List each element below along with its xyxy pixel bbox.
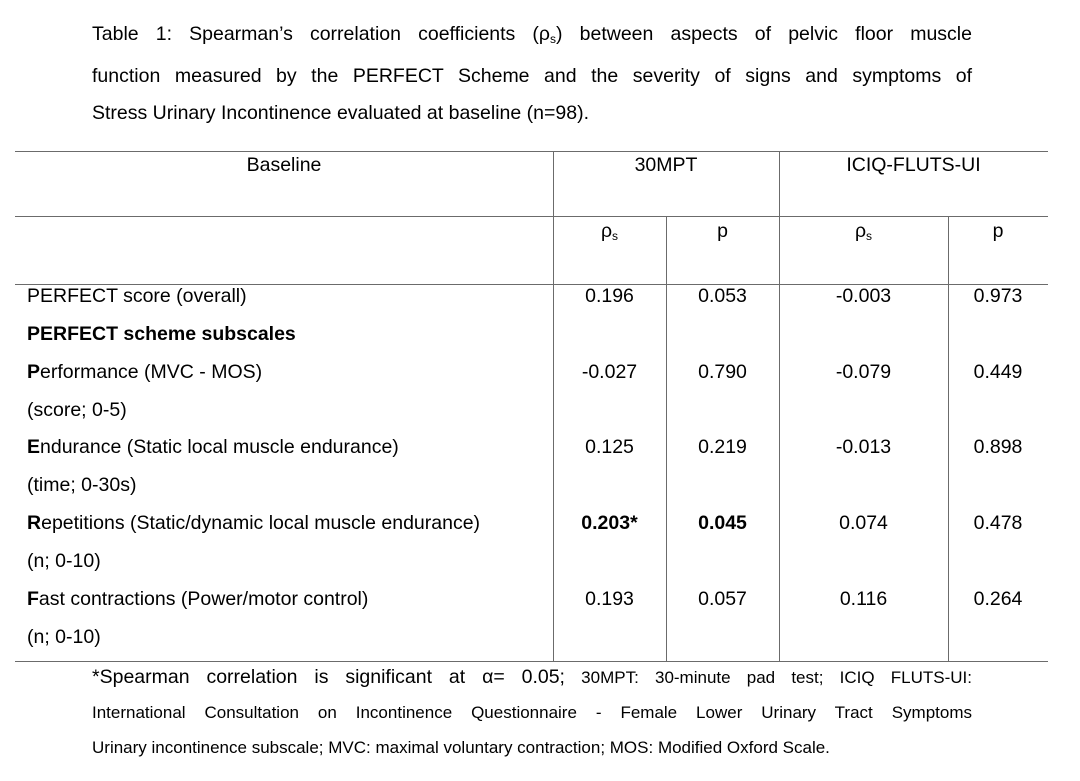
footnote-line-2: International Consultation on Incontinence Questionnaire - Female Lower Urinary Tract Symptoms <box>92 703 972 722</box>
caption-line-1 <box>92 16 972 58</box>
caption-line-3: Stress Urinary Incontinence evaluated at baseline (n=98). <box>92 102 589 124</box>
caption-text: ) between aspects of pelvic floor muscle <box>556 23 972 45</box>
row-performance-rho-iciq: -0.079 <box>835 361 892 383</box>
row-performance-p-30mpt: 0.790 <box>698 361 747 383</box>
row-label-fast-contractions: Fast contractions (Power/motor control) <box>27 588 369 610</box>
row-label-performance: Performance (MVC - MOS) <box>27 361 263 383</box>
row-performance-p-iciq: 0.449 <box>973 361 1023 383</box>
table-footnote <box>92 660 972 765</box>
row-unit-endurance: (time; 0-30s) <box>27 474 137 496</box>
row-repetitions-p-30mpt: 0.045 <box>698 512 747 534</box>
row-endurance-p-30mpt: 0.219 <box>698 436 747 458</box>
subheader-p-2: p <box>992 220 1004 242</box>
row-endurance-rho-30mpt: 0.125 <box>585 436 634 458</box>
header-baseline: Baseline <box>246 154 322 176</box>
row-unit-performance: (score; 0-5) <box>27 399 127 421</box>
subheader-rho-1: ρs <box>600 220 619 243</box>
header-rule <box>15 216 1048 217</box>
caption-text: Table 1: Spearman’s correlation coefficients (ρ <box>92 23 551 45</box>
header-iciq: ICIQ-FLUTS-UI <box>846 154 981 176</box>
subheader-rho-2: ρs <box>854 220 873 243</box>
caption-subscript: s <box>550 32 557 46</box>
footnote-line-1: *Spearman correlation is significant at α= 0.05; 30MPT: 30-minute pad test; ICIQ FLUTS-UI: <box>92 666 972 688</box>
table-caption <box>92 16 972 132</box>
footnote-line-3: Urinary incontinence subscale; MVC: maximal voluntary contraction; MOS: Modified Oxford Scale. <box>92 738 830 757</box>
row-label-overall: PERFECT score (overall) <box>27 285 247 307</box>
row-repetitions-rho-30mpt: 0.203* <box>581 512 638 534</box>
row-overall-p-iciq: 0.973 <box>973 285 1023 307</box>
row-performance-rho-30mpt: -0.027 <box>581 361 638 383</box>
row-overall-p-30mpt: 0.053 <box>698 285 747 307</box>
row-repetitions-rho-iciq: 0.074 <box>839 512 888 534</box>
row-overall-rho-iciq: -0.003 <box>835 285 892 307</box>
row-repetitions-p-iciq: 0.478 <box>973 512 1023 534</box>
row-fast-p-iciq: 0.264 <box>973 588 1023 610</box>
row-fast-rho-30mpt: 0.193 <box>585 588 634 610</box>
caption-line-2: function measured by the PERFECT Scheme and the severity of signs and symptoms of <box>92 65 972 87</box>
row-unit-fast-contractions: (n; 0-10) <box>27 626 101 648</box>
table-top-rule <box>15 151 1048 152</box>
header-30mpt: 30MPT <box>634 154 698 176</box>
row-label-endurance: Endurance (Static local muscle endurance) <box>27 436 399 458</box>
row-endurance-p-iciq: 0.898 <box>973 436 1023 458</box>
row-overall-rho-30mpt: 0.196 <box>585 285 634 307</box>
row-label-repetitions: Repetitions (Static/dynamic local muscle endurance) <box>27 512 481 534</box>
subheader-p-1: p <box>717 220 728 242</box>
row-unit-repetitions: (n; 0-10) <box>27 550 101 572</box>
row-endurance-rho-iciq: -0.013 <box>835 436 892 458</box>
row-fast-rho-iciq: 0.116 <box>839 588 888 610</box>
row-fast-p-30mpt: 0.057 <box>698 588 747 610</box>
subscales-heading: PERFECT scheme subscales <box>27 323 296 345</box>
